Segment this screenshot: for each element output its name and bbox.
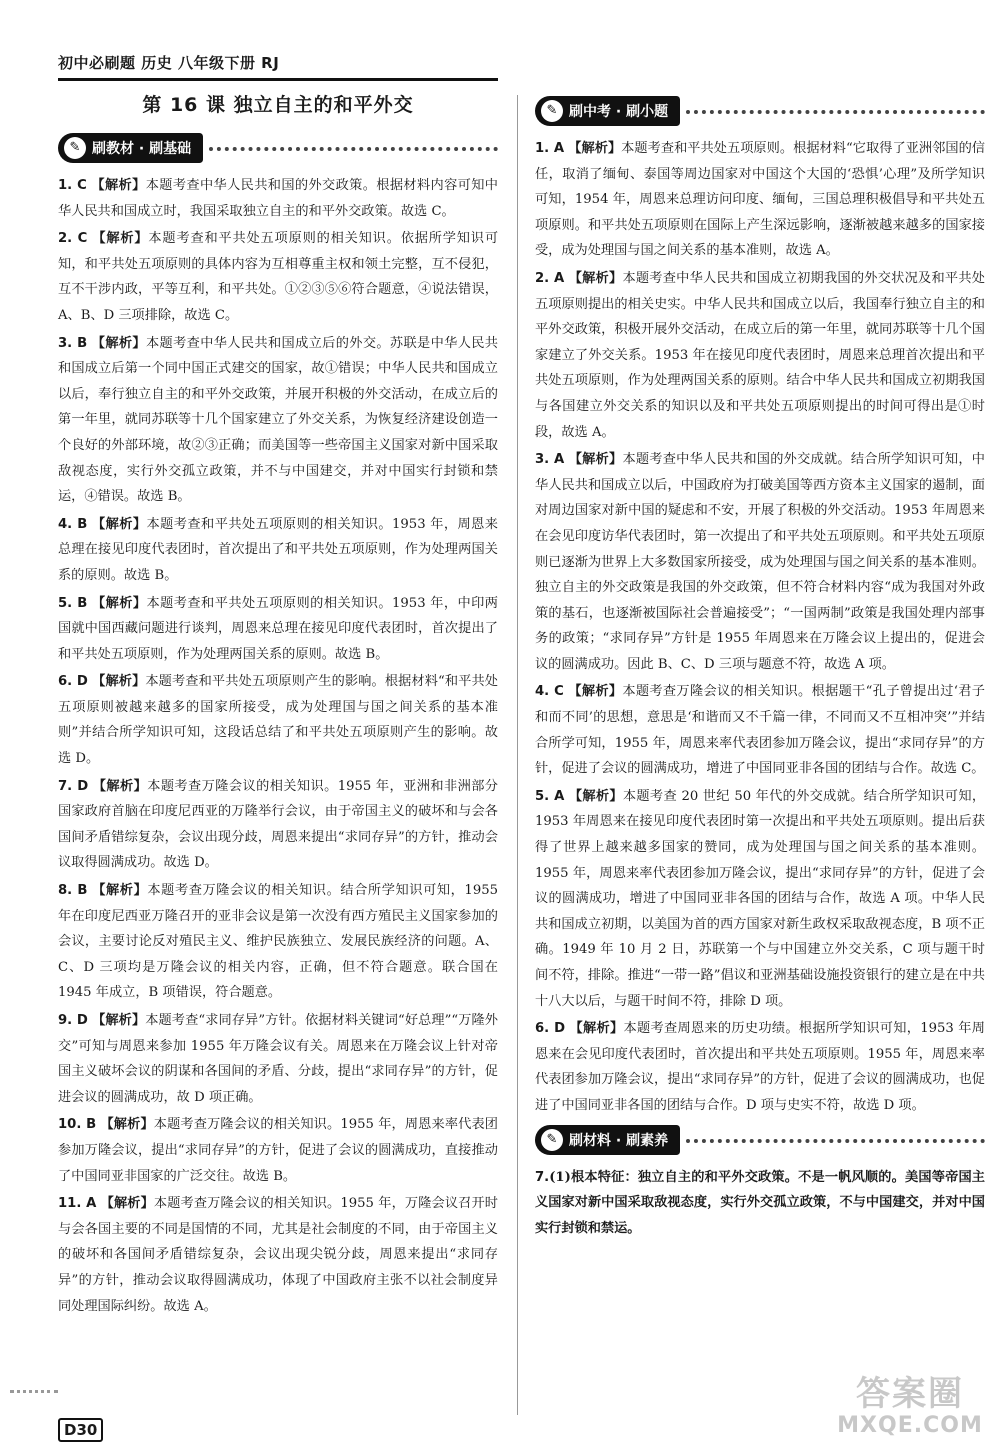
answer-label: 9. D — [58, 1013, 88, 1028]
answer-label: 3. B — [58, 335, 88, 351]
answer-item — [535, 447, 985, 677]
pen-icon: ✎ — [541, 1129, 563, 1151]
answer-item — [58, 512, 498, 589]
answer-text: 本题考查和平共处五项原则产生的影响。根据材料“和平共处五项原则被越来越多的国家所接受，成为处理国与国之间关系的基本准则”并结合所学知识可知，这段话总结了和平共处五项原则产生的影响。故选 D。 — [58, 674, 498, 767]
analysis-tag: 【解析】 — [92, 1013, 146, 1028]
answer-label: 7. — [535, 1169, 550, 1185]
answer-text: 本题考查中华人民共和国成立后的外交。苏联是中华人民共和国成立后第一个同中国正式建交的国家，故①错误；中华人民共和国成立以后，奉行独立自主的和平外交政策，并展开积极的外交活动，在成立后的第一年里，就同苏联等十几个国家建立了外交关系，为恢复经济建设创造一个良好的外部环境，故②③正确；而美国等一些帝国主义国家对新中国采取敌视态度，实行外交孤立政策，并不与中国建交，并对中国实行封锁和禁运，④错误。故选 B。 — [58, 335, 498, 505]
pen-icon: ✎ — [541, 100, 563, 122]
site-watermark — [830, 1375, 990, 1439]
answer-item — [535, 136, 985, 264]
answer-label: 7. D — [58, 778, 89, 794]
analysis-tag: 【解析】 — [92, 674, 146, 690]
answer-item — [58, 878, 498, 1006]
answer-item — [58, 591, 498, 668]
answer-label: 5. A — [535, 788, 565, 804]
answer-label: 8. B — [58, 883, 88, 899]
answer-label: 2. A — [535, 270, 565, 286]
answer-item — [58, 331, 498, 510]
analysis-tag: 【解析】 — [91, 595, 147, 611]
answer-item — [58, 1008, 498, 1110]
analysis-tag: 【解析】 — [91, 335, 146, 351]
watermark-title: 答案圈 — [856, 1374, 964, 1414]
answer-text: 本题考查和平共处五项原则的相关知识。依据所学知识可知，和平共处五项原则的具体内容为互相尊重主权和领土完整，互不侵犯，互不干涉内政，平等互利，和平共处。①②③⑤⑥符合题意，④说法错误，A、B、D 三项排除，故选 C。 — [58, 231, 499, 323]
analysis-tag: 【解析】 — [568, 270, 623, 286]
answer-text: 本题考查和平共处五项原则的相关知识。1953 年，中印两国就中国西藏问题进行谈判，周恩来总理在接见印度代表团时，首次提出了和平共处五项原则，作为处理两国关系的原则。故选 B。 — [58, 595, 498, 662]
answer-label: 10. B — [58, 1117, 97, 1133]
running-header: 初中必刷题 历史 八年级下册 RJ — [58, 54, 280, 72]
answer-text: 本题考查万隆会议的相关知识。根据题干“孔子曾提出过‘君子和而不同’的思想，意思是‘和谐而又不千篇一律，不同而又不互相冲突’”并结合所学可知，1955 年，周恩来率代表团参加万隆会议，提出“求同存异”的方针，促进了会议的圆满成功，增进了中国同亚非各国的团结与合作。故选 C。 — [535, 684, 985, 777]
section-header-material — [535, 1123, 985, 1157]
answer-item — [58, 774, 498, 876]
answer-item — [535, 266, 985, 445]
analysis-tag: 【解析】 — [568, 684, 623, 700]
answer-text: 本题考查和平共处五项原则的相关知识。1953 年，周恩来总理在接见印度代表团时，首次提出了和平共处五项原则，作为处理两国关系的原则。故选 B。 — [58, 516, 498, 583]
watermark-url: MXQE.COM — [837, 1413, 983, 1438]
left-column — [58, 90, 498, 1321]
section-title: 刷材料 · 刷素养 — [569, 1132, 669, 1149]
dotted-divider — [686, 1139, 985, 1143]
answer-item — [58, 226, 498, 328]
lesson-title: 第 16 课 独立自主的和平外交 — [142, 94, 414, 116]
analysis-tag: 【解析】 — [569, 1021, 624, 1037]
analysis-tag: 【解析】 — [568, 788, 623, 804]
answer-text: 本题考查中华人民共和国的外交政策。根据材料内容可知中华人民共和国成立时，我国采取独立自主的和平外交政策。故选 C。 — [58, 178, 498, 219]
answer-text: (1)根本特征：独立自主的和平外交政策。不是一帆风顺的。美国等帝国主义国家对新中国采取敌视态度，实行外交孤立政策，不与中国建交，并对中国实行封锁和禁运。 — [535, 1169, 985, 1236]
column-divider — [517, 95, 518, 1415]
analysis-tag: 【解析】 — [100, 1196, 154, 1212]
section-badge — [535, 96, 680, 126]
answer-text: 本题考查万隆会议的相关知识。结合所学知识可知，1955 年在印度尼西亚万隆召开的亚非会议是第一次没有西方殖民主义国家参加的会议，主要讨论反对殖民主义、维护民族独立、发展民族经济的问题。A、C、D 三项均是万隆会议的相关内容，正确，但不符合题意。联合国在 1945 年成立，B 项错误，符合题意。 — [58, 883, 498, 1001]
pen-icon: ✎ — [64, 137, 86, 159]
right-column — [535, 90, 985, 1243]
answer-text: 本题考查 20 世纪 50 年代的外交成就。结合所学知识可知，1953 年周恩来在接见印度代表团时第一次提出和平共处五项原则。提出后获得了世界上越来越多国家的赞同，成为处理国与国之间关系的基本准则。1955 年，周恩来率代表团参加万隆会议，提出“求同存异”的方针，促进了会议的圆满成功，增进了中国同亚非各国的团结与合作，故选 A 项。中华人民共和国成立初期，以美国为首的西方国家对新生政权采取敌视态度，B 项不正确。1949 年 10 月 2 日，苏联第一个与中国建立外交关系，C 项与题干时间不符，排除。推进“一带一路”倡议和亚洲基础设施投资银行的建立是在中共十八大以后，与题干时间不符，排除 D 项。 — [535, 788, 986, 1009]
analysis-tag: 【解析】 — [100, 1117, 154, 1133]
material-answer-item — [535, 1165, 985, 1242]
analysis-tag: 【解析】 — [92, 778, 148, 794]
section-header-exam — [535, 94, 985, 128]
answer-label: 3. A — [535, 452, 565, 468]
answer-item — [58, 669, 498, 771]
answer-label: 1. C — [58, 178, 87, 193]
dotted-divider — [209, 147, 498, 151]
answer-label: 4. B — [58, 516, 88, 532]
page-number: D30 — [58, 1418, 103, 1442]
header-rule — [58, 78, 498, 81]
answer-item — [535, 784, 985, 1014]
answer-label: 4. C — [535, 684, 564, 700]
answer-text: 本题考查万隆会议的相关知识。1955 年，亚洲和非洲部分国家政府首脑在印度尼西亚的万隆举行会议，由于帝国主义的破坏和与会各国间矛盾错综复杂，会议出现分歧，周恩来提出“求同存异”的方针，推动会议取得圆满成功。故选 D。 — [58, 778, 498, 871]
answer-text: 本题考查万隆会议的相关知识。1955 年，周恩来率代表团参加万隆会议，提出“求同存异”的方针，促进了会议的圆满成功，直接推动了中国同亚非国家的广泛交往。故选 B。 — [58, 1117, 498, 1184]
section-header-basics — [58, 131, 498, 165]
answer-label: 6. D — [58, 674, 88, 690]
answer-text: 本题考查中华人民共和国成立初期我国的外交状况及和平共处五项原则提出的相关史实。中华人民共和国成立以后，我国奉行独立自主的和平外交政策，积极开展外交活动，在成立后的第一年里，就同苏联等十几个国家建立了外交关系。1953 年在接见印度代表团时，周恩来总理首次提出和平共处五项原则，作为处理两国关系的原则。结合中华人民共和国成立初期我国与各国建立外交关系的知识以及和平共处五项原则提出的时间可得出是①时段，故选 A。 — [535, 270, 985, 440]
answer-text: 本题考查“求同存异”方针。依据材料关键词“好总理”“万隆外交”可知与周恩来参加 1955 年万隆会议有关。周恩来在万隆会议上针对帝国主义破坏会议的阴谋和各国间的矛盾、分歧，提出“求同存异”的方针，促进会议的圆满成功，故 D 项正确。 — [58, 1013, 498, 1105]
analysis-tag: 【解析】 — [91, 178, 146, 193]
section-title: 刷教材 · 刷基础 — [92, 141, 192, 157]
answer-item — [535, 679, 985, 781]
analysis-tag: 【解析】 — [92, 883, 148, 899]
section-badge — [58, 133, 203, 163]
answer-label: 11. A — [58, 1196, 97, 1212]
section-badge — [535, 1125, 680, 1155]
answer-label: 1. A — [535, 141, 565, 156]
answer-text: 本题考查万隆会议的相关知识。1955 年，万隆会议召开时与会各国主要的不同是国情的不同，尤其是社会制度的不同，由于帝国主义的破坏和各国间矛盾错综复杂，会议出现尖锐分歧，周恩来提出“求同存异”的方针，推动会议取得圆满成功，体现了中国政府主张不以社会制度异同处理国际纠纷。故选 A。 — [58, 1196, 498, 1314]
answer-text: 本题考查周恩来的历史功绩。根据所学知识可知，1953 年周恩来在会见印度代表团时，首次提出和平共处五项原则。1955 年，周恩来率代表团参加万隆会议，提出“求同存异”的方针，促进了会议的圆满成功，也促进了中国同亚非各国的团结与合作。D 项与史实不符，故选 D 项。 — [535, 1021, 985, 1113]
analysis-tag: 【解析】 — [91, 516, 147, 532]
dotted-divider — [686, 110, 985, 114]
answer-item — [58, 173, 498, 224]
answer-label: 5. B — [58, 595, 88, 611]
answer-label: 2. C — [58, 231, 88, 247]
analysis-tag: 【解析】 — [568, 452, 623, 468]
answer-item — [58, 1112, 498, 1189]
corner-dotted-line — [10, 1390, 58, 1393]
analysis-tag: 【解析】 — [92, 231, 149, 247]
answer-text: 本题考查中华人民共和国的外交成就。结合所学知识可知，中华人民共和国成立以后，中国政府为打破美国等西方资本主义国家的遏制，面对周边国家对新中国的疑虑和不安，开展了积极的外交活动。1953 年周恩来在会见印度访华代表团时，第一次提出了和平共处五项原则。和平共处五项原则已逐渐为世界上大多数国家所接受，成为处理国与国之间关系的基本准则。独立自主的外交政策是我国的外交政策，但不符合材料内容“成为我国对外政策的基石，也逐渐被国际社会普遍接受”；“一国两制”政策是我国处理内部事务的政策；“求同存异”方针是 1955 年周恩来在万隆会议上提出的，促进会议的圆满成功。因此 B、C、D 三项与题意不符，故选 A 项。 — [535, 452, 985, 672]
answer-item — [535, 1016, 985, 1118]
answer-text: 本题考查和平共处五项原则。根据材料“它取得了亚洲邻国的信任，取消了缅甸、泰国等周边国家对中国这个大国的‘恐惧’心理”及所学知识可知，1954 年，周恩来总理访问印度、缅甸，三国总理积极倡导和平共处五项原则。和平共处五项原则在国际上产生深远影响，逐渐被越来越多的国家接受，成为处理国与国之间关系的基本准则，故选 A。 — [535, 141, 985, 259]
analysis-tag: 【解析】 — [568, 141, 622, 156]
answer-label: 6. D — [535, 1021, 566, 1037]
answer-item — [58, 1191, 498, 1319]
section-title: 刷中考 · 刷小题 — [569, 104, 669, 120]
